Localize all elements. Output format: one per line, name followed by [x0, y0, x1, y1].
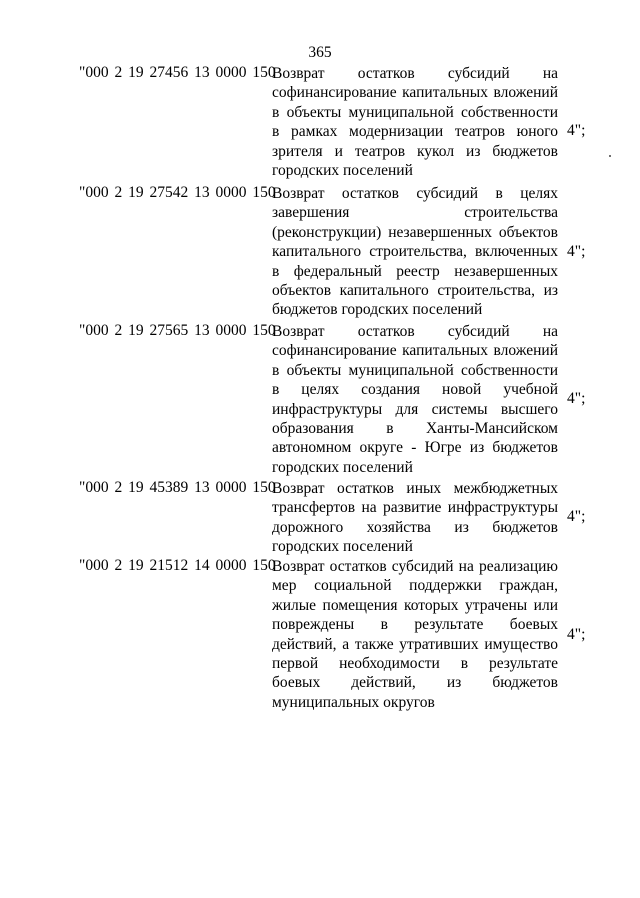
budget-code: "000 2 19 21512 14 0000 150: [79, 557, 276, 574]
table-row: [0, 479, 640, 559]
row-description: Возврат остатков субсидий в целях завершения строительства (реконструкции) незавершенных объектов капитального строительства, включенных в федеральный реестр незавершенных объектов капитального строительства, из бюджетов городских поселений: [272, 185, 558, 319]
row-description: Возврат остатков субсидий на реализацию мер социальной поддержки граждан, жилые помещения которых утрачены или повреждены в результате боевых действий, а также утративших имущество первой необходимости в результате боевых действий, из бюджетов муниципальных округов: [272, 558, 558, 711]
scan-artifact: [609, 155, 611, 157]
row-description: Возврат остатков иных межбюджетных трансфертов на развитие инфраструктуры дорожного хозяйства из бюджетов городских поселений: [272, 480, 558, 556]
row-suffix: 4";: [567, 390, 586, 407]
budget-code: "000 2 19 45389 13 0000 150: [79, 479, 276, 496]
table-row: [0, 64, 640, 184]
row-suffix: 4";: [567, 508, 586, 525]
row-suffix: 4";: [567, 122, 586, 139]
row-description: Возврат остатков субсидий на софинансирование капитальных вложений в объекты муниципальной собственности в рамках модернизации театров юного зрителя и театров кукол из бюджетов городских поселений: [272, 65, 558, 180]
table-row: [0, 184, 640, 322]
row-suffix: 4";: [567, 243, 586, 260]
budget-code: "000 2 19 27456 13 0000 150: [79, 64, 276, 81]
budget-code: "000 2 19 27542 13 0000 150: [79, 184, 276, 201]
row-suffix: 4";: [567, 626, 586, 643]
row-description: Возврат остатков субсидий на софинансирование капитальных вложений в объекты муниципальной собственности в целях создания новой учебной инфраструктуры для системы высшего образования в Ханты-Мансийском автономном округе - Югре из бюджетов городских поселений: [272, 323, 558, 476]
page-number: 365: [308, 44, 332, 61]
table-row: [0, 557, 640, 717]
table-row: [0, 322, 640, 478]
budget-code: "000 2 19 27565 13 0000 150: [79, 322, 276, 339]
